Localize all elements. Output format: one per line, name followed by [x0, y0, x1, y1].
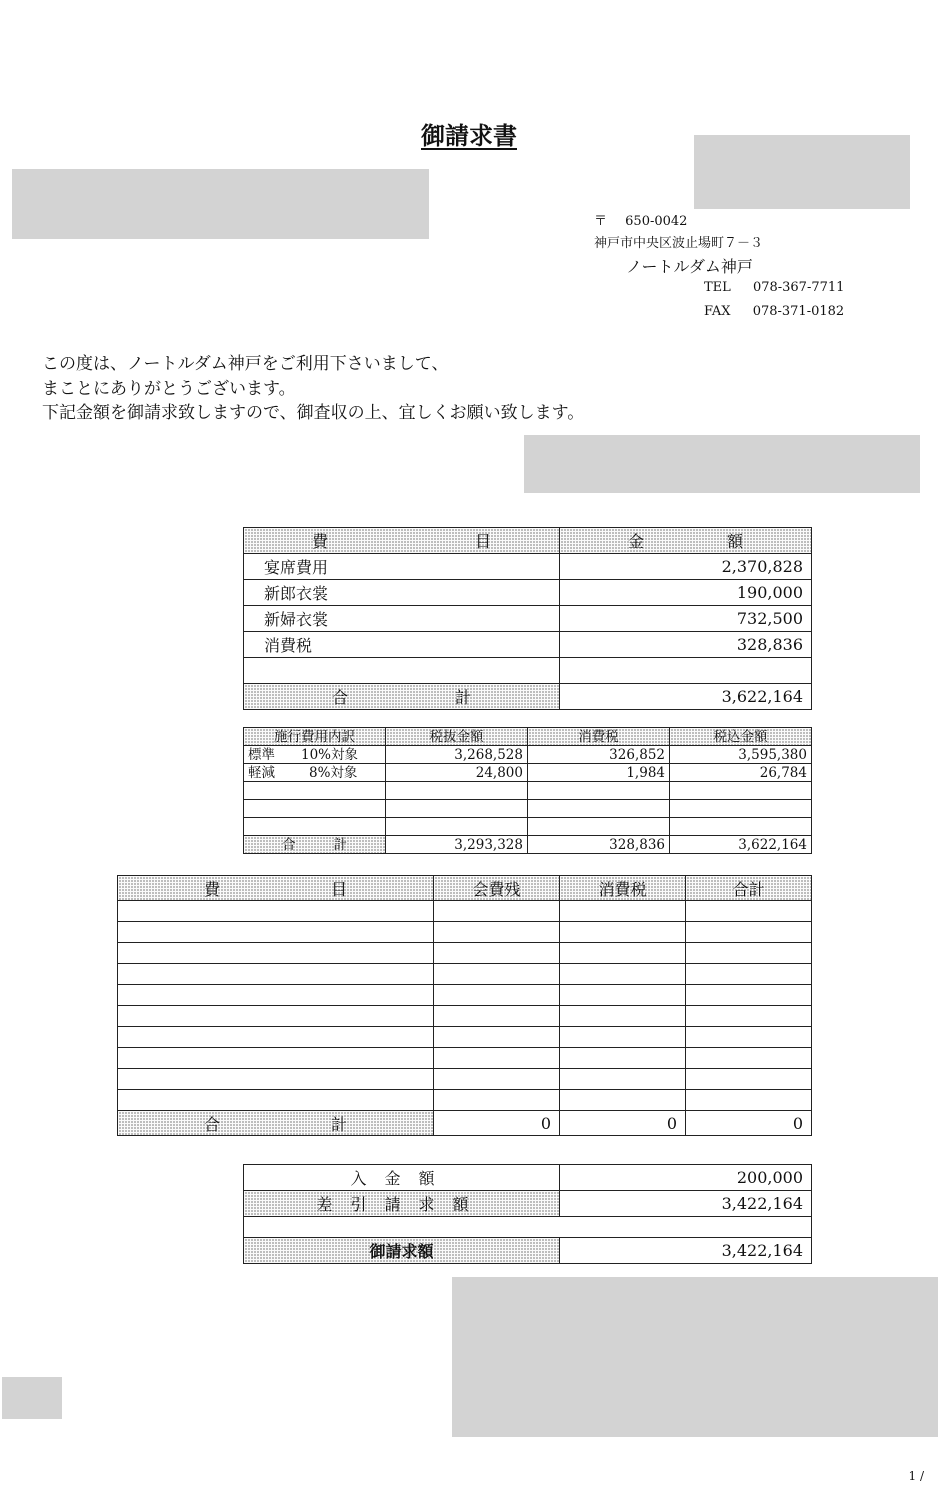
page-title: 御請求書: [421, 121, 517, 150]
header-char: 目: [330, 879, 347, 899]
fee-header-tax: 消費税: [560, 876, 686, 901]
table-row: [244, 658, 812, 684]
table-row: [244, 554, 812, 580]
header-char: 額: [726, 532, 743, 551]
total-char: 計: [333, 836, 347, 853]
redacted-block-mid-right: [524, 435, 920, 493]
sender-postal: [594, 210, 687, 229]
header-char: 目: [474, 532, 491, 551]
spacer-cell: [244, 1217, 812, 1238]
table-row: [244, 606, 812, 632]
tax-incl: [670, 818, 812, 836]
balance-amount: 3,422,164: [560, 1191, 812, 1217]
blank-cell: [118, 1090, 434, 1111]
blank-cell: [686, 1069, 812, 1090]
blank-cell: [434, 1090, 560, 1111]
fee-total-row: [118, 1111, 812, 1136]
total-char: 合: [204, 1114, 221, 1134]
fee-total-sum: 0: [686, 1111, 812, 1136]
fee-header-sum: 合計: [686, 876, 812, 901]
fee-balance-table: [117, 875, 812, 1136]
invoice-label-text: 御請求額: [369, 1242, 434, 1261]
total-char: 計: [454, 688, 471, 707]
table-row: [118, 964, 812, 985]
balance-label: 差引請求額: [244, 1191, 560, 1217]
redacted-block-bottom-right: [452, 1277, 938, 1437]
table-row: [118, 1048, 812, 1069]
items-table: [243, 527, 812, 710]
blank-cell: [560, 1090, 686, 1111]
blank-cell: [434, 964, 560, 985]
tax-incl: 3,595,380: [670, 746, 812, 764]
tax-category-label: 軽減: [248, 764, 275, 781]
blank-cell: [434, 1006, 560, 1027]
blank-cell: [686, 901, 812, 922]
item-label: 新婦衣裳: [244, 606, 560, 632]
invoice-row: [244, 1238, 812, 1264]
page-number: 1 /: [908, 1469, 924, 1483]
blank-cell: [118, 1048, 434, 1069]
tax-header-tax: 消費税: [528, 728, 670, 746]
table-row: [118, 1027, 812, 1048]
table-row: [118, 943, 812, 964]
fax-label: FAX: [704, 304, 731, 319]
header-char: 費: [312, 532, 329, 551]
blank-cell: [686, 943, 812, 964]
blank-cell: [434, 1027, 560, 1048]
item-amount: 328,836: [560, 632, 812, 658]
tax-rate-label: 8%対象: [309, 764, 358, 781]
table-row: [118, 985, 812, 1006]
greeting-line-3: 下記金額を御請求致しますので、御査収の上、宜しくお願い致します。: [42, 403, 585, 423]
items-total-label: [244, 684, 560, 710]
tax-category: [244, 764, 386, 782]
blank-cell: [560, 964, 686, 985]
sender-name: ノートルダム神戸: [626, 257, 753, 276]
blank-cell: [118, 943, 434, 964]
blank-cell: [560, 1006, 686, 1027]
table-row: [244, 818, 812, 836]
tax-excl: [386, 800, 528, 818]
table-row: [118, 1006, 812, 1027]
fee-header-item: [118, 876, 434, 901]
blank-cell: [434, 901, 560, 922]
table-row: [244, 782, 812, 800]
postal-code: 650-0042: [625, 214, 688, 229]
blank-cell: [686, 985, 812, 1006]
blank-cell: [686, 1027, 812, 1048]
redacted-block-recipient: [12, 169, 429, 239]
fee-total-tax: 0: [560, 1111, 686, 1136]
blank-cell: [434, 922, 560, 943]
tax-category-label: 標準: [248, 746, 275, 763]
blank-cell: [434, 943, 560, 964]
item-amount: 190,000: [560, 580, 812, 606]
invoice-amount: 3,422,164: [560, 1238, 812, 1264]
tax-breakdown-table: [243, 727, 812, 854]
tax-total-row: [244, 836, 812, 854]
items-total-row: [244, 684, 812, 710]
greeting-line-2: まことにありがとうございます。: [42, 379, 296, 399]
postal-mark: 〒: [594, 214, 608, 229]
total-char: 合: [282, 836, 296, 853]
blank-cell: [686, 1090, 812, 1111]
item-label: 消費税: [244, 632, 560, 658]
blank-cell: [560, 985, 686, 1006]
tax-amount: [528, 782, 670, 800]
total-char: 計: [330, 1114, 347, 1134]
tax-excl: 24,800: [386, 764, 528, 782]
blank-cell: [118, 922, 434, 943]
blank-cell: [118, 1069, 434, 1090]
table-row: [118, 1090, 812, 1111]
tax-category: [244, 746, 386, 764]
payment-label: 入金額: [244, 1165, 560, 1191]
table-row: [118, 922, 812, 943]
blank-cell: [118, 1006, 434, 1027]
item-label: [244, 658, 560, 684]
tax-amount: 326,852: [528, 746, 670, 764]
blank-cell: [434, 1048, 560, 1069]
tax-header-breakdown: 施行費用内訳: [244, 728, 386, 746]
items-total-amount: 3,622,164: [560, 684, 812, 710]
tax-amount: 1,984: [528, 764, 670, 782]
spacer-row: [244, 1217, 812, 1238]
blank-cell: [118, 901, 434, 922]
fee-header-row: [118, 876, 812, 901]
table-row: [244, 746, 812, 764]
blank-cell: [118, 1027, 434, 1048]
item-amount: 2,370,828: [560, 554, 812, 580]
blank-cell: [118, 964, 434, 985]
fee-total-label: [118, 1111, 434, 1136]
balance-row: [244, 1191, 812, 1217]
payment-row: [244, 1165, 812, 1191]
fax-number: 078-371-0182: [752, 304, 845, 319]
table-row: [244, 764, 812, 782]
summary-table: [243, 1164, 812, 1264]
blank-cell: [560, 1069, 686, 1090]
blank-cell: [686, 922, 812, 943]
tax-amount: [528, 818, 670, 836]
sender-fax: [704, 304, 844, 319]
tax-header-incl: 税込金額: [670, 728, 812, 746]
table-row: [118, 1069, 812, 1090]
tax-header-row: [244, 728, 812, 746]
tax-total-label: [244, 836, 386, 854]
total-char: 合: [332, 688, 349, 707]
fee-total-remain: 0: [434, 1111, 560, 1136]
tax-total-excl: 3,293,328: [386, 836, 528, 854]
tax-excl: [386, 818, 528, 836]
greeting-line-1: この度は、ノートルダム神戸をご利用下さいまして、: [42, 354, 449, 374]
tax-rate-label: 10%対象: [301, 746, 359, 763]
items-header-item: [244, 528, 560, 554]
redacted-block-bottom-left: [2, 1377, 62, 1419]
blank-cell: [686, 1006, 812, 1027]
blank-cell: [560, 922, 686, 943]
tax-total-tax: 328,836: [528, 836, 670, 854]
tax-incl: 26,784: [670, 764, 812, 782]
tel-label: TEL: [704, 280, 731, 295]
tax-category: [244, 782, 386, 800]
items-header-amount: [560, 528, 812, 554]
sender-tel: [704, 280, 844, 295]
blank-cell: [560, 943, 686, 964]
item-label: 宴席費用: [244, 554, 560, 580]
tax-total-incl: 3,622,164: [670, 836, 812, 854]
table-row: [244, 800, 812, 818]
tax-category: [244, 818, 386, 836]
blank-cell: [686, 1048, 812, 1069]
tel-number: 078-367-7711: [752, 280, 845, 295]
payment-amount: 200,000: [560, 1165, 812, 1191]
blank-cell: [434, 1069, 560, 1090]
blank-cell: [434, 985, 560, 1006]
item-amount: 732,500: [560, 606, 812, 632]
blank-cell: [686, 964, 812, 985]
tax-incl: [670, 800, 812, 818]
table-row: [118, 901, 812, 922]
fee-header-remain: 会費残: [434, 876, 560, 901]
tax-category: [244, 800, 386, 818]
header-char: 金: [628, 532, 645, 551]
table-row: [244, 580, 812, 606]
items-header-row: [244, 528, 812, 554]
blank-cell: [560, 901, 686, 922]
sender-address: 神戸市中央区波止場町７－３: [594, 236, 764, 251]
item-label: 新郎衣裳: [244, 580, 560, 606]
header-char: 費: [204, 879, 221, 899]
tax-amount: [528, 800, 670, 818]
item-amount: [560, 658, 812, 684]
invoice-label: [244, 1238, 560, 1264]
tax-excl: [386, 782, 528, 800]
table-row: [244, 632, 812, 658]
tax-incl: [670, 782, 812, 800]
tax-excl: 3,268,528: [386, 746, 528, 764]
blank-cell: [560, 1027, 686, 1048]
blank-cell: [560, 1048, 686, 1069]
blank-cell: [118, 985, 434, 1006]
tax-header-excl: 税抜金額: [386, 728, 528, 746]
